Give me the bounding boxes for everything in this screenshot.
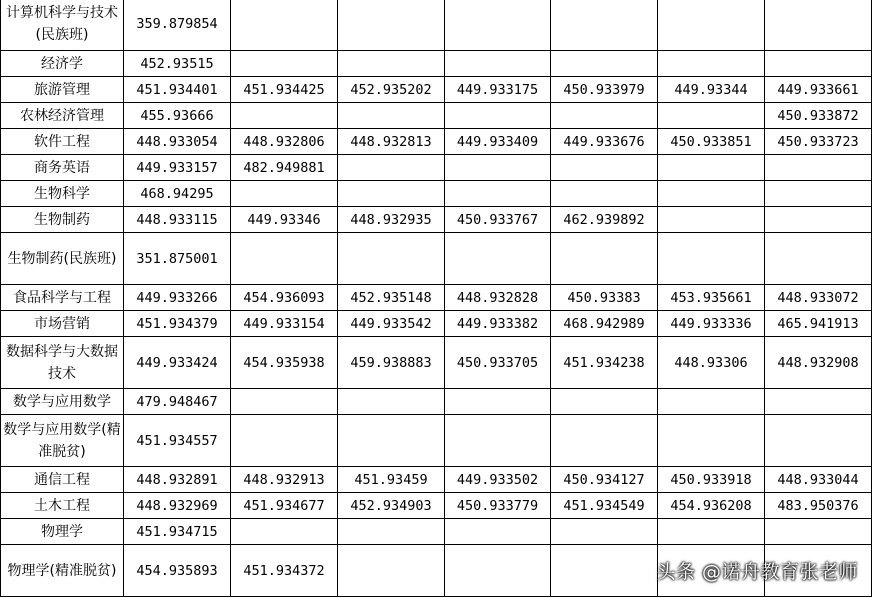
major-name-cell: 计算机科学与技术(民族班) bbox=[1, 0, 124, 51]
score-cell bbox=[765, 519, 872, 545]
score-cell bbox=[445, 233, 551, 285]
score-cell: 449.933175 bbox=[445, 77, 551, 103]
score-cell: 450.933767 bbox=[445, 207, 551, 233]
major-name-cell: 农林经济管理 bbox=[1, 103, 124, 129]
major-name-cell: 软件工程 bbox=[1, 129, 124, 155]
score-cell bbox=[231, 389, 338, 415]
score-cell bbox=[338, 51, 445, 77]
table-row bbox=[1, 337, 872, 389]
score-cell: 449.933424 bbox=[124, 337, 231, 389]
score-cell: 451.934715 bbox=[124, 519, 231, 545]
score-cell: 450.933851 bbox=[658, 129, 765, 155]
score-cell: 448.932935 bbox=[338, 207, 445, 233]
table-row bbox=[1, 0, 872, 51]
major-name-cell: 数学与应用数学 bbox=[1, 389, 124, 415]
score-cell bbox=[765, 415, 872, 467]
score-cell bbox=[765, 207, 872, 233]
score-cell: 452.934903 bbox=[338, 493, 445, 519]
score-cell bbox=[445, 103, 551, 129]
score-cell bbox=[338, 155, 445, 181]
major-name-cell: 商务英语 bbox=[1, 155, 124, 181]
score-cell bbox=[551, 155, 658, 181]
score-cell: 450.933918 bbox=[658, 467, 765, 493]
major-name-cell: 土木工程 bbox=[1, 493, 124, 519]
score-cell: 452.935202 bbox=[338, 77, 445, 103]
score-cell: 462.939892 bbox=[551, 207, 658, 233]
score-cell: 450.933723 bbox=[765, 129, 872, 155]
score-cell bbox=[338, 103, 445, 129]
score-cell: 451.934401 bbox=[124, 77, 231, 103]
score-cell: 448.933115 bbox=[124, 207, 231, 233]
score-cell bbox=[658, 51, 765, 77]
score-cell: 451.934238 bbox=[551, 337, 658, 389]
score-cell: 451.934549 bbox=[551, 493, 658, 519]
score-cell: 449.93344 bbox=[658, 77, 765, 103]
score-cell bbox=[338, 181, 445, 207]
score-cell bbox=[231, 181, 338, 207]
score-cell bbox=[338, 415, 445, 467]
score-cell: 453.935661 bbox=[658, 285, 765, 311]
score-cell bbox=[658, 103, 765, 129]
score-cell bbox=[231, 415, 338, 467]
score-cell: 448.932913 bbox=[231, 467, 338, 493]
score-cell: 454.936208 bbox=[658, 493, 765, 519]
score-cell: 455.93666 bbox=[124, 103, 231, 129]
score-cell: 448.933054 bbox=[124, 129, 231, 155]
score-cell bbox=[658, 207, 765, 233]
score-cell: 448.932969 bbox=[124, 493, 231, 519]
score-cell: 450.93383 bbox=[551, 285, 658, 311]
watermark: 头条 @诺舟教育张老师 bbox=[656, 561, 858, 583]
major-name-cell: 数据科学与大数据技术 bbox=[1, 337, 124, 389]
score-cell bbox=[445, 51, 551, 77]
score-cell bbox=[231, 0, 338, 51]
score-cell bbox=[551, 389, 658, 415]
score-cell bbox=[658, 519, 765, 545]
score-cell bbox=[765, 155, 872, 181]
score-cell: 465.941913 bbox=[765, 311, 872, 337]
score-cell: 449.933266 bbox=[124, 285, 231, 311]
score-cell: 459.938883 bbox=[338, 337, 445, 389]
score-cell bbox=[445, 155, 551, 181]
table-body bbox=[1, 0, 872, 597]
major-name-cell: 物理学 bbox=[1, 519, 124, 545]
score-cell: 449.93346 bbox=[231, 207, 338, 233]
major-name-cell: 食品科学与工程 bbox=[1, 285, 124, 311]
score-cell: 451.934372 bbox=[231, 545, 338, 597]
table-row bbox=[1, 155, 872, 181]
score-cell: 449.933409 bbox=[445, 129, 551, 155]
table-row bbox=[1, 285, 872, 311]
major-name-cell: 通信工程 bbox=[1, 467, 124, 493]
major-name-cell: 生物制药(民族班) bbox=[1, 233, 124, 285]
score-cell: 449.933336 bbox=[658, 311, 765, 337]
score-cell bbox=[231, 519, 338, 545]
score-cell: 450.933779 bbox=[445, 493, 551, 519]
score-cell bbox=[231, 51, 338, 77]
table-row bbox=[1, 103, 872, 129]
major-name-cell: 经济学 bbox=[1, 51, 124, 77]
score-cell: 448.932813 bbox=[338, 129, 445, 155]
score-cell: 351.875001 bbox=[124, 233, 231, 285]
score-cell: 449.933157 bbox=[124, 155, 231, 181]
score-cell: 452.935148 bbox=[338, 285, 445, 311]
score-cell bbox=[231, 103, 338, 129]
score-cell: 359.879854 bbox=[124, 0, 231, 51]
score-cell: 450.933872 bbox=[765, 103, 872, 129]
score-cell: 449.933676 bbox=[551, 129, 658, 155]
table-row bbox=[1, 389, 872, 415]
score-cell: 450.933705 bbox=[445, 337, 551, 389]
score-cell: 448.933072 bbox=[765, 285, 872, 311]
score-cell: 468.942989 bbox=[551, 311, 658, 337]
score-cell bbox=[658, 155, 765, 181]
score-cell bbox=[338, 519, 445, 545]
score-cell bbox=[551, 51, 658, 77]
score-cell bbox=[445, 0, 551, 51]
major-name-cell: 生物制药 bbox=[1, 207, 124, 233]
major-name-cell: 数学与应用数学(精准脱贫) bbox=[1, 415, 124, 467]
table-row bbox=[1, 207, 872, 233]
score-cell: 468.94295 bbox=[124, 181, 231, 207]
score-cell bbox=[551, 545, 658, 597]
score-cell bbox=[445, 389, 551, 415]
score-cell: 449.933154 bbox=[231, 311, 338, 337]
score-cell bbox=[445, 415, 551, 467]
score-cell bbox=[658, 233, 765, 285]
table-row bbox=[1, 311, 872, 337]
table-row bbox=[1, 129, 872, 155]
table-row bbox=[1, 415, 872, 467]
score-cell: 448.932891 bbox=[124, 467, 231, 493]
score-cell bbox=[338, 389, 445, 415]
score-cell: 448.933044 bbox=[765, 467, 872, 493]
score-cell: 449.933542 bbox=[338, 311, 445, 337]
score-cell: 454.935938 bbox=[231, 337, 338, 389]
score-cell bbox=[445, 181, 551, 207]
score-cell: 479.948467 bbox=[124, 389, 231, 415]
score-cell: 449.933382 bbox=[445, 311, 551, 337]
major-name-cell: 生物科学 bbox=[1, 181, 124, 207]
score-cell bbox=[658, 389, 765, 415]
score-cell bbox=[231, 233, 338, 285]
score-cell bbox=[551, 103, 658, 129]
score-cell: 451.934379 bbox=[124, 311, 231, 337]
score-cell bbox=[765, 181, 872, 207]
score-cell: 451.934557 bbox=[124, 415, 231, 467]
table-row bbox=[1, 77, 872, 103]
score-cell: 448.93306 bbox=[658, 337, 765, 389]
score-cell: 449.933502 bbox=[445, 467, 551, 493]
table-row bbox=[1, 233, 872, 285]
score-cell bbox=[445, 519, 551, 545]
score-cell bbox=[551, 519, 658, 545]
score-cell bbox=[765, 233, 872, 285]
score-cell bbox=[765, 0, 872, 51]
table-row bbox=[1, 519, 872, 545]
score-cell: 451.93459 bbox=[338, 467, 445, 493]
table-row bbox=[1, 181, 872, 207]
score-cell: 454.935893 bbox=[124, 545, 231, 597]
score-cell bbox=[551, 415, 658, 467]
score-cell: 454.936093 bbox=[231, 285, 338, 311]
score-cell: 482.949881 bbox=[231, 155, 338, 181]
table-row bbox=[1, 493, 872, 519]
score-cell: 450.933979 bbox=[551, 77, 658, 103]
score-cell: 448.932908 bbox=[765, 337, 872, 389]
score-cell: 452.93515 bbox=[124, 51, 231, 77]
score-cell bbox=[658, 0, 765, 51]
score-cell bbox=[338, 545, 445, 597]
score-cell: 449.933661 bbox=[765, 77, 872, 103]
score-cell bbox=[338, 233, 445, 285]
score-cell: 448.932806 bbox=[231, 129, 338, 155]
score-cell: 451.934425 bbox=[231, 77, 338, 103]
table-row bbox=[1, 51, 872, 77]
major-name-cell: 市场营销 bbox=[1, 311, 124, 337]
score-cell bbox=[551, 181, 658, 207]
score-cell: 483.950376 bbox=[765, 493, 872, 519]
table-row bbox=[1, 467, 872, 493]
score-cell bbox=[658, 181, 765, 207]
major-name-cell: 物理学(精准脱贫) bbox=[1, 545, 124, 597]
score-cell: 451.934677 bbox=[231, 493, 338, 519]
score-cell bbox=[551, 233, 658, 285]
score-cell: 448.932828 bbox=[445, 285, 551, 311]
score-cell: 450.934127 bbox=[551, 467, 658, 493]
score-cell bbox=[551, 0, 658, 51]
score-cell bbox=[765, 389, 872, 415]
score-cell bbox=[445, 545, 551, 597]
major-name-cell: 旅游管理 bbox=[1, 77, 124, 103]
score-cell bbox=[765, 51, 872, 77]
score-cell bbox=[658, 415, 765, 467]
score-cell bbox=[338, 0, 445, 51]
